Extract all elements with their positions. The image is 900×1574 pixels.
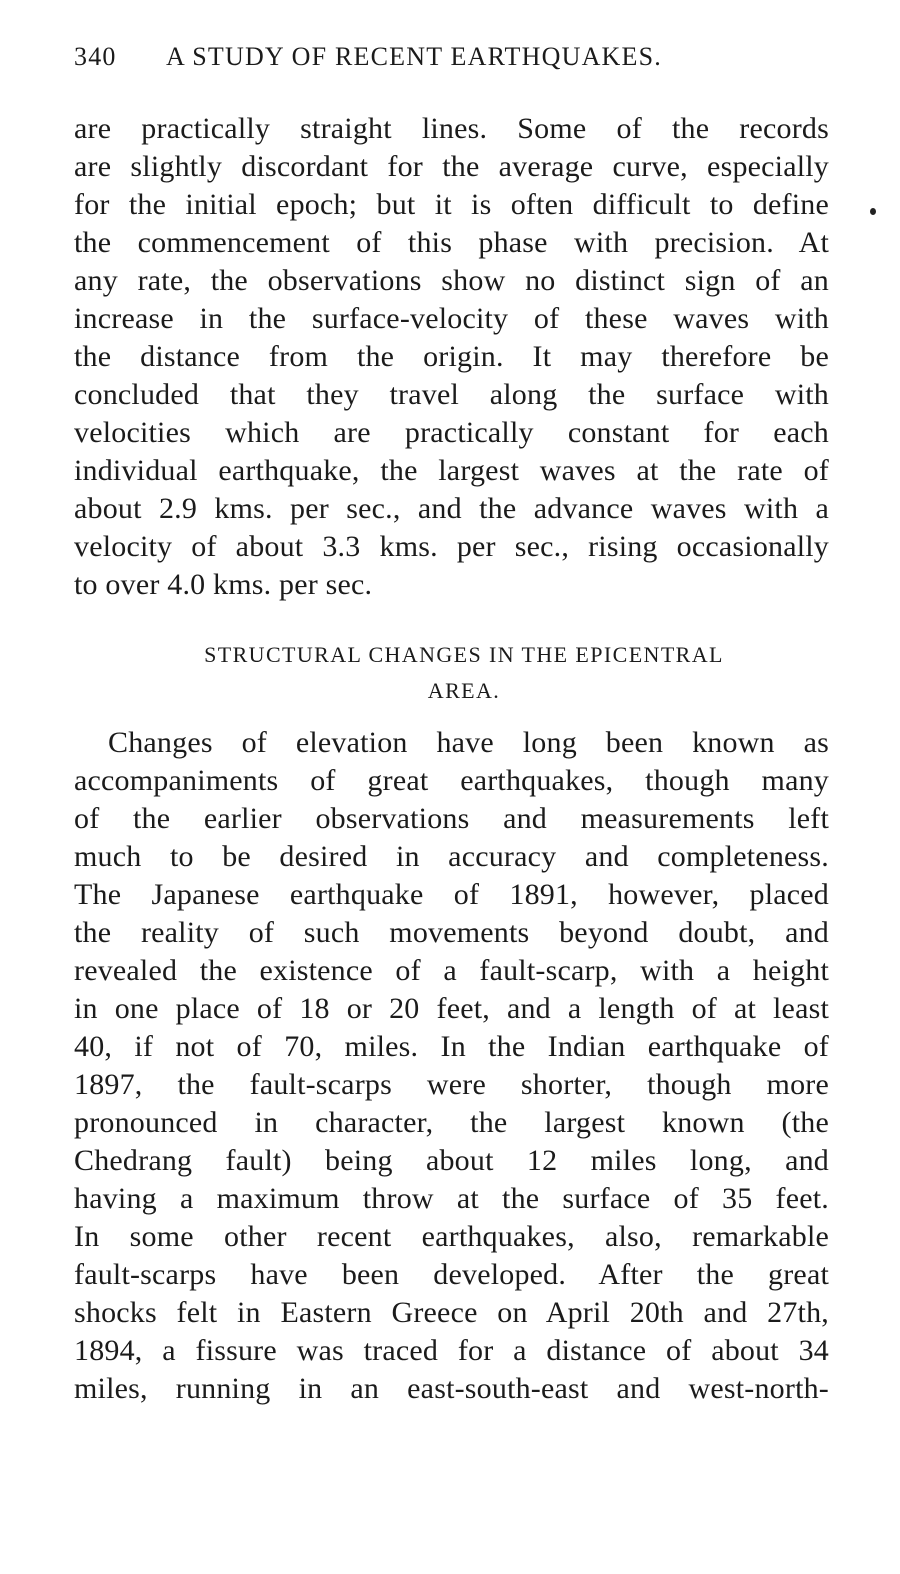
text-line: are slightly discordant for the average curve, especially — [74, 150, 829, 183]
text-line: 40, if not of 70, miles. In the Indian earthquake of — [74, 1030, 829, 1063]
text-line: the commencement of this phase with precision. At — [74, 226, 829, 259]
text-line: for the initial epoch; but it is often difficult to define — [74, 188, 829, 221]
page-number: 340 — [74, 42, 117, 71]
text-line: concluded that they travel along the surface with — [74, 378, 829, 411]
text-line: revealed the existence of a fault-scarp, with a height — [74, 954, 829, 987]
text-line: pronounced in character, the largest known (the — [74, 1106, 829, 1139]
text-line: in one place of 18 or 20 feet, and a length of at least — [74, 992, 829, 1025]
text-line: of the earlier observations and measurements left — [74, 802, 829, 835]
text-line: velocities which are practically constant for each — [74, 416, 829, 449]
text-line: 1894, a fissure was traced for a distance of about 34 — [74, 1334, 829, 1367]
ink-speck — [870, 208, 876, 215]
text-line: The Japanese earthquake of 1891, however, placed — [74, 878, 829, 911]
text-line: In some other recent earthquakes, also, remarkable — [74, 1220, 829, 1253]
text-line: the reality of such movements beyond doubt, and — [74, 916, 829, 949]
text-line: much to be desired in accuracy and completeness. — [74, 840, 829, 873]
text-line: are practically straight lines. Some of the records — [74, 112, 829, 145]
text-line: about 2.9 kms. per sec., and the advance waves with a — [74, 492, 829, 525]
text-line: Chedrang fault) being about 12 miles long, and — [74, 1144, 829, 1177]
text-line: Changes of elevation have long been known as — [108, 726, 829, 759]
text-line: shocks felt in Eastern Greece on April 20th and 27th, — [74, 1296, 829, 1329]
text-line: accompaniments of great earthquakes, though many — [74, 764, 829, 797]
section-heading: STRUCTURAL CHANGES IN THE EPICENTRAL — [204, 642, 724, 667]
running-head — [74, 42, 834, 82]
text-line: the distance from the origin. It may therefore be — [74, 340, 829, 373]
text-line: fault-scarps have been developed. After the great — [74, 1258, 829, 1291]
text-line: miles, running in an east-south-east and west-north- — [74, 1372, 829, 1405]
text-line: individual earthquake, the largest waves at the rate of — [74, 454, 829, 487]
text-line: any rate, the observations show no distinct sign of an — [74, 264, 829, 297]
running-title: A STUDY OF RECENT EARTHQUAKES. — [166, 42, 662, 71]
text-line: to over 4.0 kms. per sec. — [74, 568, 373, 601]
text-line: having a maximum throw at the surface of 35 feet. — [74, 1182, 829, 1215]
text-line: increase in the surface-velocity of these waves with — [74, 302, 829, 335]
text-line: velocity of about 3.3 kms. per sec., rising occasionally — [74, 530, 829, 563]
text-line: 1897, the fault-scarps were shorter, though more — [74, 1068, 829, 1101]
section-heading-continued: AREA. — [427, 678, 501, 703]
